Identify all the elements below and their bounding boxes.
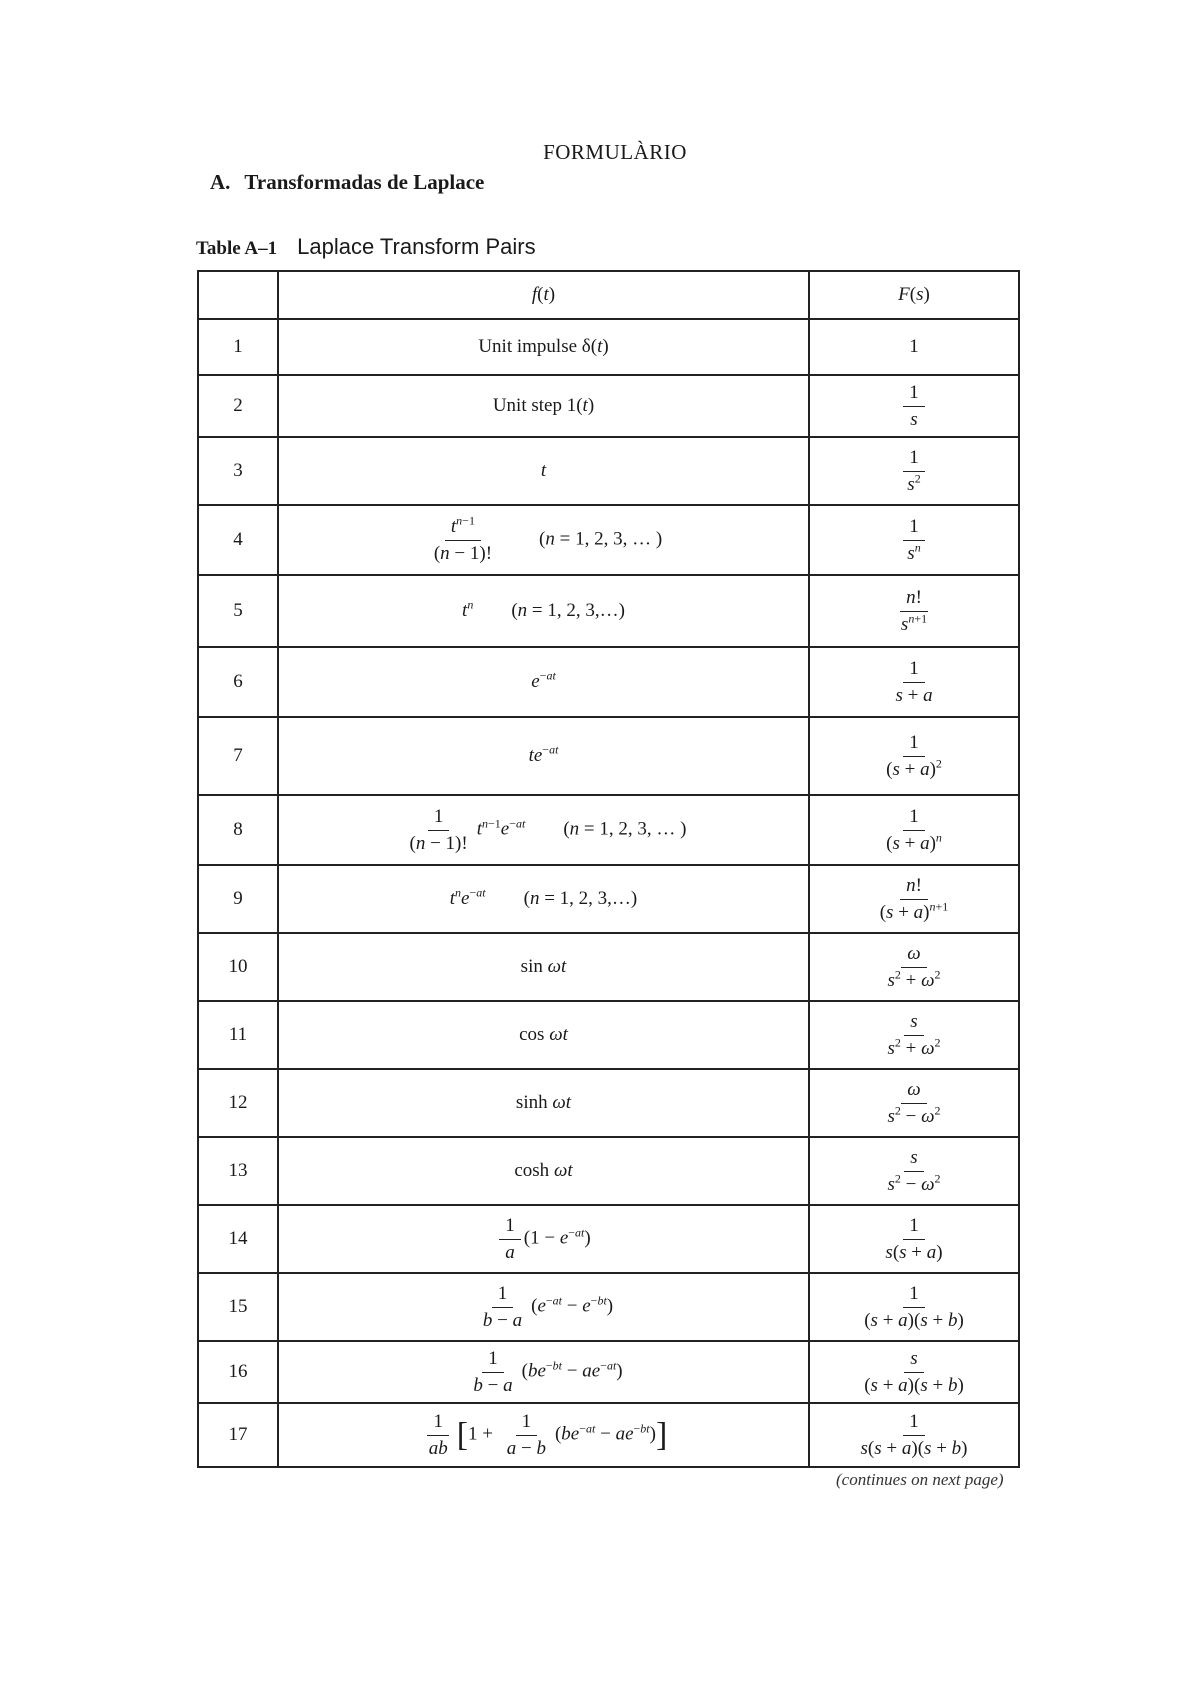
table-row	[198, 1001, 1019, 1069]
row-F: $\frac{s}{s^2 + \omega^2}$	[809, 1001, 1019, 1069]
row-F: $\frac{1}{s^n}$	[809, 505, 1019, 575]
section-heading	[210, 170, 484, 195]
section-title: Transformadas de Laplace	[244, 170, 485, 194]
table-row	[198, 933, 1019, 1001]
row-f: Unit impulse δ(t)	[278, 319, 809, 375]
table-row	[198, 1273, 1019, 1341]
row-f: cosh ωt	[278, 1137, 809, 1205]
row-F: $\frac{1}{s(s + a)(s + b)}$	[809, 1403, 1019, 1467]
row-f: $\frac{1}{(n - 1)!}$ $t^{n-1}e^{-at}$ (n = 1, 2, 3, … )	[278, 795, 809, 865]
laplace-transform-table	[197, 270, 1020, 1468]
table-row	[198, 795, 1019, 865]
row-f: $\frac{t^{n-1}}{(n - 1)!}$ (n = 1, 2, 3, … )	[278, 505, 809, 575]
row-f: $\frac{1}{ab}$ [1 + $\frac{1}{a - b}$ $(be^{-at} - ae^{-bt})$]	[278, 1403, 809, 1467]
table-row	[198, 1069, 1019, 1137]
row-f: $t^ne^{-at}$ (n = 1, 2, 3,…)	[278, 865, 809, 933]
row-number: 4	[198, 505, 278, 575]
row-number: 8	[198, 795, 278, 865]
row-number: 9	[198, 865, 278, 933]
table-row	[198, 319, 1019, 375]
table-caption-id: Table A–1	[196, 238, 278, 259]
row-F: $\frac{\omega}{s^2 + \omega^2}$	[809, 933, 1019, 1001]
row-number: 3	[198, 437, 278, 505]
table-row	[198, 437, 1019, 505]
row-F: $\frac{\omega}{s^2 - \omega^2}$	[809, 1069, 1019, 1137]
row-F: $\frac{n!}{s^{n+1}}$	[809, 575, 1019, 647]
row-number: 10	[198, 933, 278, 1001]
table-row	[198, 1403, 1019, 1467]
row-number: 15	[198, 1273, 278, 1341]
section-label: A.	[210, 170, 231, 194]
table-row	[198, 1341, 1019, 1403]
page-title: FORMULÀRIO	[543, 140, 687, 164]
row-number: 5	[198, 575, 278, 647]
row-f: $\frac{1}{b - a}$ $(be^{-bt} - ae^{-at})$	[278, 1341, 809, 1403]
row-f: sin ωt	[278, 933, 809, 1001]
row-f: t	[278, 437, 809, 505]
row-number: 13	[198, 1137, 278, 1205]
header-index	[198, 271, 278, 319]
row-F: $\frac{1}{s(s + a)}$	[809, 1205, 1019, 1273]
row-number: 16	[198, 1341, 278, 1403]
table-row	[198, 717, 1019, 795]
table-row	[198, 647, 1019, 717]
table-header-row	[198, 271, 1019, 319]
header-f-t: f(t)	[278, 271, 809, 319]
table-row	[198, 1137, 1019, 1205]
table-row	[198, 375, 1019, 437]
row-number: 11	[198, 1001, 278, 1069]
row-F: $\frac{1}{(s + a)^2}$	[809, 717, 1019, 795]
row-F: $\frac{1}{s}$	[809, 375, 1019, 437]
row-number: 1	[198, 319, 278, 375]
row-F: $\frac{n!}{(s + a)^{n+1}}$	[809, 865, 1019, 933]
row-number: 7	[198, 717, 278, 795]
table-caption	[196, 234, 536, 260]
table-row	[198, 575, 1019, 647]
row-f: cos ωt	[278, 1001, 809, 1069]
row-F: $\frac{1}{s + a}$	[809, 647, 1019, 717]
row-number: 6	[198, 647, 278, 717]
row-f: $e^{-at}$	[278, 647, 809, 717]
row-F: $\frac{1}{s^2}$	[809, 437, 1019, 505]
row-number: 2	[198, 375, 278, 437]
row-f: $\frac{1}{a}$ $(1 - e^{-at})$	[278, 1205, 809, 1273]
row-f: Unit step 1(t)	[278, 375, 809, 437]
row-f: $t^n$ (n = 1, 2, 3,…)	[278, 575, 809, 647]
row-F: 1	[809, 319, 1019, 375]
row-f: $\frac{1}{b - a}$ $(e^{-at} - e^{-bt})$	[278, 1273, 809, 1341]
row-F: $\frac{s}{s^2 - \omega^2}$	[809, 1137, 1019, 1205]
row-number: 17	[198, 1403, 278, 1467]
table-row	[198, 865, 1019, 933]
table-caption-text: Laplace Transform Pairs	[297, 234, 536, 259]
row-F: $\frac{1}{(s + a)(s + b)}$	[809, 1273, 1019, 1341]
row-F: $\frac{s}{(s + a)(s + b)}$	[809, 1341, 1019, 1403]
table-row	[198, 1205, 1019, 1273]
row-F: $\frac{1}{(s + a)^n}$	[809, 795, 1019, 865]
continuation-note: (continues on next page)	[836, 1470, 1004, 1489]
row-f: $te^{-at}$	[278, 717, 809, 795]
table-row	[198, 505, 1019, 575]
header-F-s: F(s)	[809, 271, 1019, 319]
row-number: 12	[198, 1069, 278, 1137]
row-f: sinh ωt	[278, 1069, 809, 1137]
row-number: 14	[198, 1205, 278, 1273]
